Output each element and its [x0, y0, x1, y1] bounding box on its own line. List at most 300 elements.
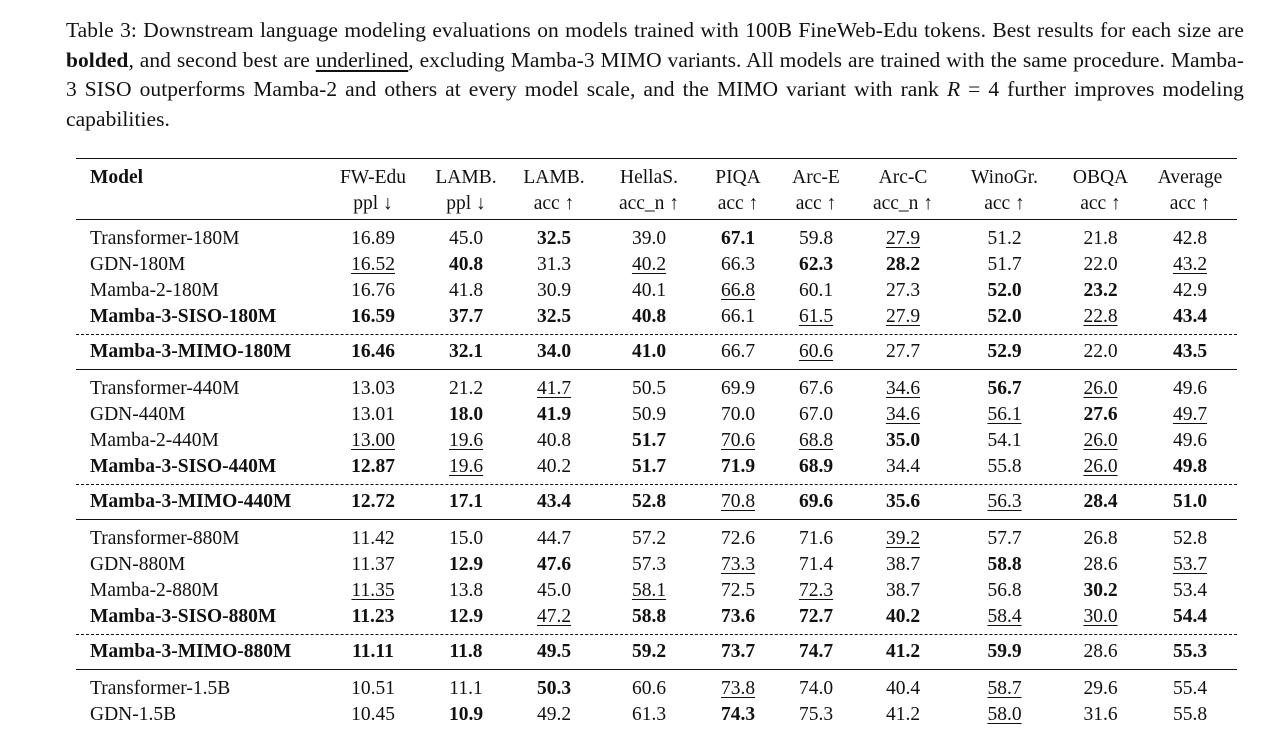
table-cell	[599, 378, 699, 400]
table-cell	[951, 606, 1058, 628]
table-cell	[1058, 606, 1143, 628]
table-cell	[1143, 280, 1237, 302]
cell-value: 34.6	[885, 404, 921, 425]
cell-value: 42.9	[1172, 280, 1208, 301]
table-cell	[599, 580, 699, 602]
cell-value: 26.0	[1083, 456, 1118, 477]
table-cell	[599, 456, 699, 478]
model-name: Transformer-180M	[90, 228, 240, 249]
cell-value: 38.7	[885, 580, 921, 601]
table-cell	[855, 254, 951, 276]
cell-value: 72.5	[720, 580, 756, 601]
cell-value: 34.4	[885, 456, 921, 477]
table-cell	[1143, 378, 1237, 400]
table-cell	[855, 580, 951, 602]
cell-value: 67.1	[720, 228, 756, 249]
cell-value: 70.6	[720, 430, 756, 451]
cell-value: 11.37	[351, 554, 395, 575]
cell-value: 41.8	[448, 280, 484, 301]
table-cell	[509, 254, 599, 276]
table-row	[76, 226, 1237, 252]
cell-value: 10.9	[448, 704, 484, 725]
table-cell	[951, 580, 1058, 602]
table-cell	[1058, 554, 1143, 576]
table-cell	[777, 306, 855, 328]
cell-value: 19.6	[448, 456, 484, 477]
cell-value: 56.7	[987, 378, 1022, 399]
table-caption	[66, 16, 1244, 134]
table-cell	[777, 491, 855, 513]
table-cell	[699, 606, 777, 628]
table-cell	[1143, 341, 1237, 363]
table-cell	[509, 404, 599, 426]
table-cell	[1058, 528, 1143, 550]
mimo-row	[76, 635, 1237, 669]
cell-value: 16.59	[351, 306, 395, 327]
table-cell	[599, 606, 699, 628]
table-cell	[951, 228, 1058, 250]
cell-value: 16.89	[351, 228, 395, 249]
cell-value: 51.0	[1172, 491, 1208, 512]
table-cell	[599, 641, 699, 663]
table-cell	[423, 554, 509, 576]
table-cell	[699, 456, 777, 478]
table-cell	[599, 704, 699, 726]
cell-value: 21.2	[448, 378, 484, 399]
cell-value: 56.1	[987, 404, 1022, 425]
cell-value: 37.7	[448, 306, 484, 327]
cell-value: 43.2	[1172, 254, 1208, 275]
table-cell	[777, 404, 855, 426]
table-header	[76, 159, 1237, 219]
cell-value: 38.7	[885, 554, 921, 575]
cell-value: 55.8	[1172, 704, 1208, 725]
model-name: Mamba-2-880M	[90, 580, 219, 601]
cell-value: 28.2	[885, 254, 921, 275]
table-cell	[323, 228, 423, 250]
header-cell	[599, 165, 699, 217]
table-cell	[599, 678, 699, 700]
cell-value: 57.2	[631, 528, 667, 549]
cell-value: 41.2	[885, 704, 921, 725]
cell-value: 49.6	[1172, 378, 1208, 399]
table-cell	[1143, 491, 1237, 513]
table-cell	[699, 280, 777, 302]
table-row	[76, 428, 1237, 454]
cell-value: 41.0	[631, 341, 667, 362]
row-group	[76, 670, 1237, 732]
cell-value: 11.11	[352, 641, 394, 662]
table-cell	[509, 678, 599, 700]
cell-value: 43.4	[536, 491, 572, 512]
table-cell	[323, 641, 423, 663]
table-cell	[509, 704, 599, 726]
cell-value: 11.42	[351, 528, 395, 549]
table-cell	[951, 704, 1058, 726]
cell-value: 32.5	[536, 228, 572, 249]
model-name: Mamba-3-MIMO-180M	[90, 341, 292, 362]
cell-value: 13.01	[351, 404, 395, 425]
table-row	[76, 552, 1237, 578]
cell-value: 66.1	[720, 306, 756, 327]
cell-value: 11.35	[351, 580, 395, 601]
cell-value: 40.8	[536, 430, 572, 451]
model-name: Mamba-3-SISO-440M	[90, 456, 277, 477]
model-name: Mamba-2-440M	[90, 430, 219, 451]
table-body	[76, 220, 1237, 732]
table-cell	[599, 528, 699, 550]
table-cell	[509, 491, 599, 513]
cell-value: 22.0	[1083, 254, 1118, 275]
table-cell	[951, 528, 1058, 550]
header-unit: ppl ↓	[353, 193, 393, 214]
cell-value: 32.5	[536, 306, 572, 327]
model-name: Mamba-3-SISO-180M	[90, 306, 277, 327]
table-cell	[1058, 678, 1143, 700]
header-unit: acc ↑	[717, 193, 759, 214]
table-cell	[951, 641, 1058, 663]
table-cell	[423, 456, 509, 478]
cell-value: 40.2	[885, 606, 921, 627]
table-cell	[323, 580, 423, 602]
cell-value: 28.6	[1083, 641, 1118, 662]
table-cell	[423, 430, 509, 452]
cell-value: 54.1	[987, 430, 1022, 451]
table-cell	[951, 254, 1058, 276]
table-cell	[855, 404, 951, 426]
cell-value: 62.3	[798, 254, 834, 275]
cell-value: 12.9	[448, 606, 484, 627]
cell-value: 72.3	[798, 580, 834, 601]
table-cell	[599, 554, 699, 576]
caption-text-2: , and second best are	[128, 47, 316, 72]
cell-value: 12.72	[351, 491, 395, 512]
table-cell	[423, 641, 509, 663]
table-cell	[599, 341, 699, 363]
cell-value: 51.7	[631, 456, 667, 477]
cell-value: 18.0	[448, 404, 484, 425]
caption-bold-word: bolded	[66, 47, 129, 72]
header-metric: FW-Edu	[339, 167, 407, 188]
table-cell	[1143, 606, 1237, 628]
table-cell	[855, 228, 951, 250]
table-cell	[509, 641, 599, 663]
cell-value: 59.8	[798, 228, 834, 249]
cell-value: 45.0	[448, 228, 484, 249]
header-metric: LAMB.	[523, 167, 585, 188]
cell-value: 10.45	[351, 704, 395, 725]
cell-value: 27.9	[885, 306, 921, 327]
header-cell	[777, 165, 855, 217]
table-cell	[699, 430, 777, 452]
cell-value: 68.9	[798, 456, 834, 477]
mimo-row	[76, 335, 1237, 369]
cell-value: 47.2	[536, 606, 572, 627]
cell-value: 27.7	[885, 341, 921, 362]
table-cell	[509, 280, 599, 302]
cell-value: 27.3	[885, 280, 921, 301]
mimo-row	[76, 485, 1237, 519]
cell-value: 58.0	[987, 704, 1022, 725]
header-metric: WinoGr.	[971, 167, 1038, 188]
cell-value: 11.1	[449, 678, 483, 699]
table-cell	[1143, 704, 1237, 726]
cell-value: 49.8	[1172, 456, 1208, 477]
model-name: Mamba-3-SISO-880M	[90, 606, 277, 627]
table-cell	[699, 678, 777, 700]
table-row	[76, 278, 1237, 304]
cell-value: 73.3	[720, 554, 756, 575]
cell-value: 16.46	[351, 341, 395, 362]
header-cells	[323, 165, 1237, 217]
table-cell	[423, 280, 509, 302]
cell-value: 17.1	[448, 491, 484, 512]
cell-value: 74.0	[798, 678, 834, 699]
cell-value: 60.6	[798, 341, 834, 362]
table-cell	[951, 678, 1058, 700]
header-unit: acc ↑	[1080, 193, 1121, 214]
cell-value: 40.4	[885, 678, 921, 699]
cell-value: 13.00	[351, 430, 395, 451]
cell-value: 41.2	[885, 641, 921, 662]
table-cell	[509, 528, 599, 550]
table-cell	[423, 580, 509, 602]
table-cell	[1058, 228, 1143, 250]
header-unit: acc ↑	[533, 193, 575, 214]
table-cell	[1143, 641, 1237, 663]
cell-value: 52.9	[987, 341, 1022, 362]
cell-value: 43.5	[1172, 341, 1208, 362]
table-cell	[423, 378, 509, 400]
table-cell	[509, 378, 599, 400]
cell-value: 15.0	[448, 528, 484, 549]
cell-value: 39.2	[885, 528, 921, 549]
cell-value: 73.7	[720, 641, 756, 662]
model-name: Transformer-880M	[90, 528, 240, 549]
table-row	[76, 702, 1237, 728]
table-cell	[1058, 491, 1143, 513]
cell-value: 35.0	[885, 430, 921, 451]
table-cell	[509, 554, 599, 576]
table-cell	[423, 678, 509, 700]
cell-value: 51.7	[631, 430, 667, 451]
cell-value: 70.0	[720, 404, 756, 425]
cell-value: 66.3	[720, 254, 756, 275]
table-cell	[699, 306, 777, 328]
table-cell	[423, 704, 509, 726]
row-group	[76, 370, 1237, 484]
model-name: Mamba-3-MIMO-440M	[90, 491, 292, 512]
header-unit: ppl ↓	[446, 193, 486, 214]
model-name: GDN-440M	[90, 404, 186, 425]
table-cell	[423, 254, 509, 276]
table-cell	[1058, 306, 1143, 328]
table-cell	[699, 341, 777, 363]
header-cell	[951, 165, 1058, 217]
cell-value: 51.2	[987, 228, 1022, 249]
cell-value: 57.3	[631, 554, 667, 575]
cell-value: 53.7	[1172, 554, 1208, 575]
table-cell	[509, 341, 599, 363]
cell-value: 59.9	[987, 641, 1022, 662]
cell-value: 11.23	[351, 606, 395, 627]
cell-value: 54.4	[1172, 606, 1208, 627]
header-metric: HellaS.	[620, 167, 678, 188]
table-cell	[1058, 341, 1143, 363]
cell-value: 56.3	[987, 491, 1022, 512]
model-name: Mamba-2-180M	[90, 280, 219, 301]
table-cell	[599, 306, 699, 328]
cell-value: 74.7	[798, 641, 834, 662]
model-name: Transformer-440M	[90, 378, 240, 399]
header-model: Model	[90, 167, 144, 188]
table-cell	[777, 341, 855, 363]
table-row	[76, 526, 1237, 552]
cell-value: 50.5	[631, 378, 667, 399]
table-cell	[323, 280, 423, 302]
table-cell	[423, 528, 509, 550]
header-unit: acc ↑	[1169, 193, 1211, 214]
cell-value: 50.9	[631, 404, 667, 425]
cell-value: 34.6	[885, 378, 921, 399]
row-group	[76, 220, 1237, 334]
table-cell	[509, 306, 599, 328]
cell-value: 49.5	[536, 641, 572, 662]
table-cell	[777, 678, 855, 700]
cell-value: 69.6	[798, 491, 834, 512]
cell-value: 32.1	[448, 341, 484, 362]
table-cell	[777, 580, 855, 602]
table-cell	[509, 580, 599, 602]
table-cell	[855, 554, 951, 576]
header-cell	[423, 165, 509, 217]
header-cell	[1143, 165, 1237, 217]
model-name: GDN-180M	[90, 254, 186, 275]
cell-value: 58.8	[987, 554, 1022, 575]
table-cell	[1058, 430, 1143, 452]
table-cell	[951, 306, 1058, 328]
table-cell	[1143, 430, 1237, 452]
cell-value: 40.8	[631, 306, 667, 327]
table-cell	[777, 430, 855, 452]
table-cell	[1143, 528, 1237, 550]
table-cell	[855, 704, 951, 726]
table-cell	[509, 228, 599, 250]
table-cell	[323, 704, 423, 726]
table-cell	[599, 254, 699, 276]
table-cell	[323, 528, 423, 550]
table-cell	[777, 228, 855, 250]
cell-value: 58.7	[987, 678, 1022, 699]
table-cell	[1143, 554, 1237, 576]
cell-value: 28.6	[1083, 554, 1118, 575]
cell-value: 61.3	[631, 704, 667, 725]
table-cell	[599, 404, 699, 426]
table-row	[76, 402, 1237, 428]
table-cell	[951, 491, 1058, 513]
cell-value: 56.8	[987, 580, 1022, 601]
caption-text-3: , excluding Mamba-3 MIMO variants. All models are trained with the same procedure. Mamba-3 SISO outperforms Mamba-2 and others at every model scale, and the MIMO variant with rank	[66, 47, 1244, 101]
cell-value: 40.2	[631, 254, 667, 275]
cell-value: 52.0	[987, 306, 1022, 327]
cell-value: 16.76	[351, 280, 395, 301]
cell-value: 30.0	[1083, 606, 1118, 627]
table-cell	[423, 404, 509, 426]
table-cell	[699, 491, 777, 513]
model-name: GDN-880M	[90, 554, 186, 575]
cell-value: 58.1	[631, 580, 667, 601]
table-cell	[323, 491, 423, 513]
table-cell	[951, 280, 1058, 302]
caption-rank-symbol: R	[946, 77, 961, 101]
header-metric: Arc-E	[792, 167, 840, 188]
table-cell	[599, 430, 699, 452]
table-cell	[777, 641, 855, 663]
table-cell	[1058, 704, 1143, 726]
caption-text-1: Table 3: Downstream language modeling evaluations on models trained with 100B FineWeb-Edu tokens. Best results for each size are	[66, 18, 1244, 42]
table-row	[76, 578, 1237, 604]
table-cell	[777, 528, 855, 550]
cell-value: 50.3	[536, 678, 572, 699]
cell-value: 12.87	[351, 456, 395, 477]
cell-value: 49.2	[536, 704, 572, 725]
table-cell	[1058, 404, 1143, 426]
table-cell	[423, 606, 509, 628]
cell-value: 49.7	[1172, 404, 1208, 425]
cell-value: 40.1	[631, 280, 667, 301]
cell-value: 30.2	[1083, 580, 1118, 601]
table-cell	[509, 430, 599, 452]
cell-value: 49.6	[1172, 430, 1208, 451]
cell-value: 66.7	[720, 341, 756, 362]
cell-value: 59.2	[631, 641, 667, 662]
header-metric: Average	[1157, 167, 1223, 188]
header-unit: acc ↑	[984, 193, 1025, 214]
header-metric: LAMB.	[435, 167, 497, 188]
cell-value: 67.0	[798, 404, 834, 425]
cell-value: 52.0	[987, 280, 1022, 301]
cell-value: 12.9	[448, 554, 484, 575]
table-cell	[951, 430, 1058, 452]
table-cell	[1143, 306, 1237, 328]
cell-value: 73.6	[720, 606, 756, 627]
table-cell	[323, 678, 423, 700]
table-cell	[777, 254, 855, 276]
table-cell	[1143, 254, 1237, 276]
cell-value: 27.9	[885, 228, 921, 249]
table-cell	[951, 341, 1058, 363]
table-cell	[509, 606, 599, 628]
cell-value: 61.5	[798, 306, 834, 327]
table-cell	[423, 341, 509, 363]
table-cell	[1058, 254, 1143, 276]
cell-value: 60.1	[798, 280, 834, 301]
table-cell	[855, 491, 951, 513]
table-cell	[323, 554, 423, 576]
cell-value: 53.4	[1172, 580, 1208, 601]
cell-value: 40.2	[536, 456, 572, 477]
cell-value: 43.4	[1172, 306, 1208, 327]
table-cell	[323, 606, 423, 628]
cell-value: 71.9	[720, 456, 756, 477]
table-cell	[1058, 641, 1143, 663]
header-metric: Arc-C	[878, 167, 928, 188]
table-cell	[1143, 580, 1237, 602]
cell-value: 27.6	[1083, 404, 1118, 425]
cell-value: 31.6	[1083, 704, 1118, 725]
table-cell	[777, 606, 855, 628]
cell-value: 22.8	[1083, 306, 1118, 327]
